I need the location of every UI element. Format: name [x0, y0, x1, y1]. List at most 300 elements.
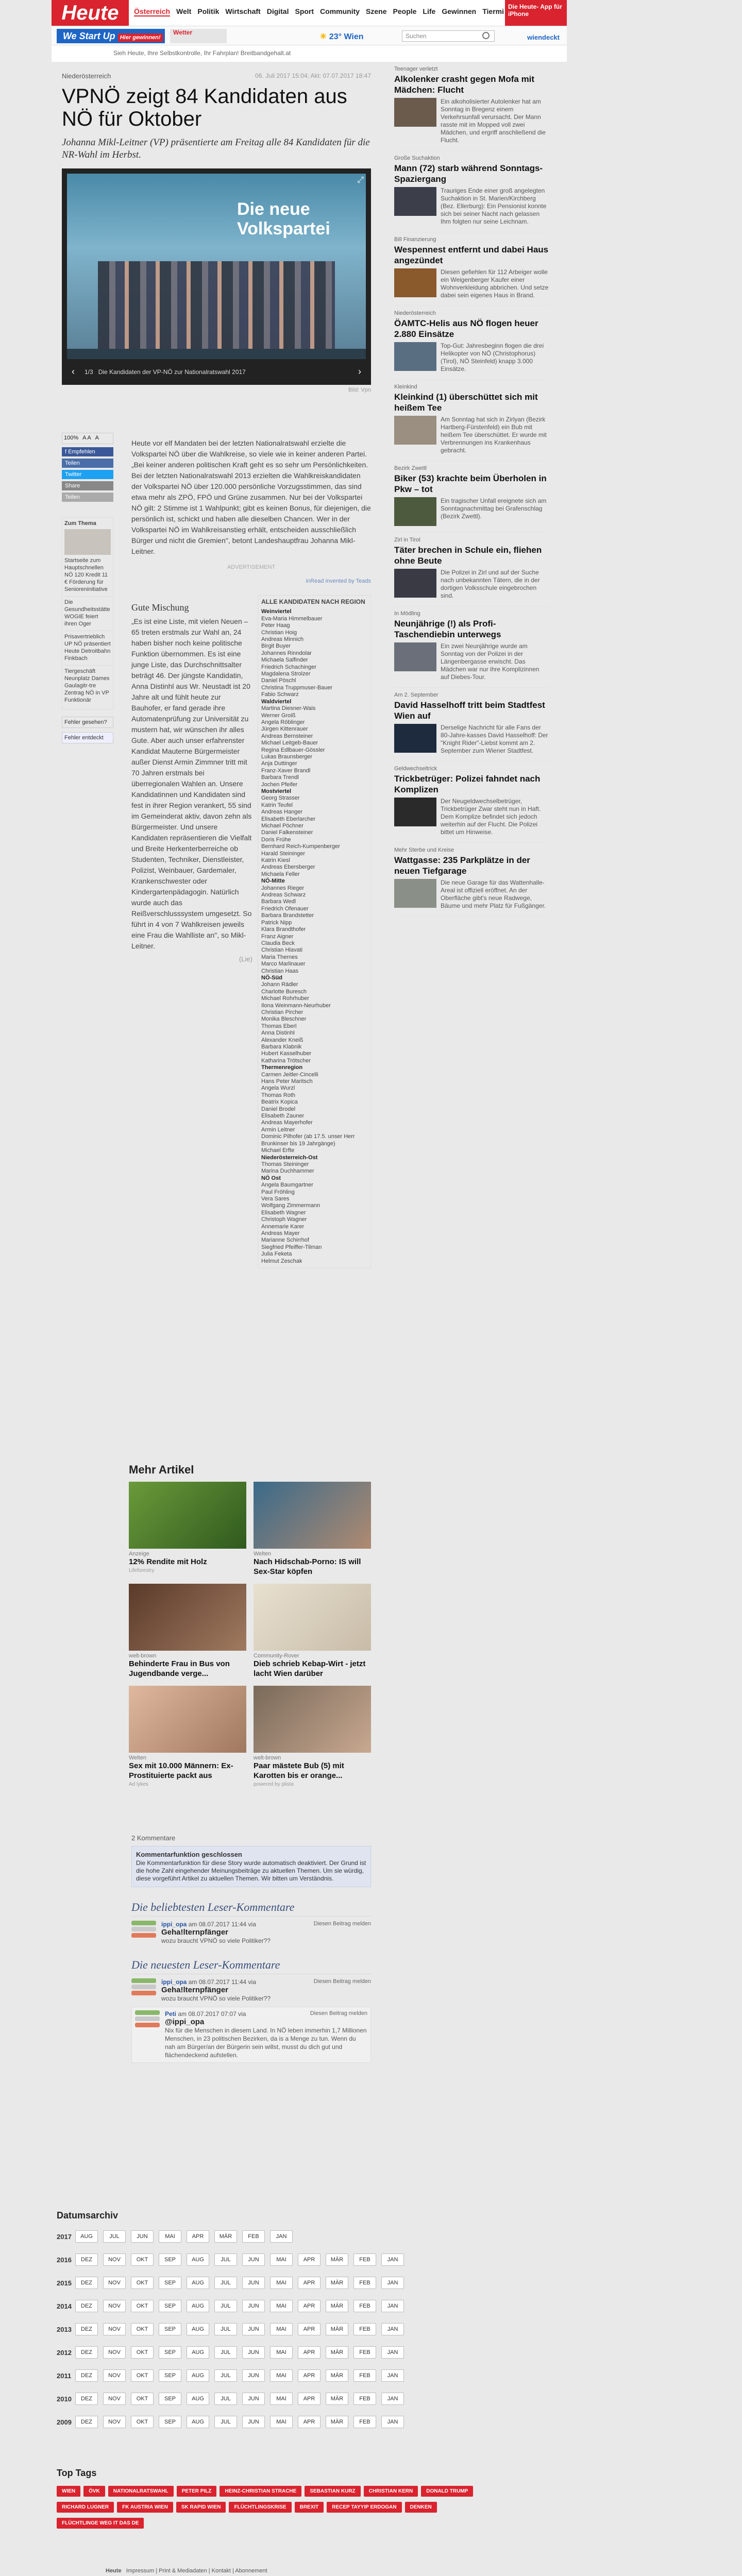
archive-month-button[interactable]: JAN	[381, 2416, 404, 2428]
archive-month-button[interactable]: JUL	[214, 2369, 237, 2382]
story-title[interactable]: ÖAMTC-Helis aus NÖ flogen heuer 2.880 Einsätze	[394, 318, 538, 339]
more-article-image[interactable]	[254, 1482, 371, 1549]
tag-button[interactable]: WIEN	[57, 2486, 80, 2497]
tag-button[interactable]: DENKEN	[405, 2502, 437, 2513]
story-teaser: Ein zwei Neunjährige wurde am Sonntag von der Polizei in der Längenbergasse erwischt. Das Mädchen war nur ihre Komplizinnen auf Diebes-Tour.	[441, 642, 539, 681]
story-title[interactable]: Mann (72) starb während Sonntags-Spaziergang	[394, 163, 543, 184]
zoom-controls	[62, 433, 113, 444]
font-size-toggle[interactable]: A A	[82, 435, 91, 441]
article-region[interactable]: Niederösterreich	[62, 72, 111, 80]
archive-month-button[interactable]: NOV	[103, 2346, 126, 2359]
story-label: Mehr Sterbe und Kreise	[394, 847, 454, 853]
comment-meta	[161, 1921, 256, 1928]
more-article-card[interactable]	[254, 1584, 371, 1679]
gallery-photo[interactable]	[67, 174, 366, 359]
archive-month-button[interactable]: MÄR	[326, 2253, 348, 2266]
related-image[interactable]	[64, 529, 111, 555]
facebook-share-button[interactable]: Teilen	[62, 459, 113, 468]
archive-month-button[interactable]: MAI	[270, 2253, 293, 2266]
comment-title: Geha!lternpfänger	[161, 1928, 229, 1937]
comments-closed-notice	[131, 1846, 371, 1887]
share-button[interactable]: Share	[62, 481, 113, 490]
archive-year: 2015	[57, 2279, 72, 2287]
archive-month-button[interactable]: MÄR	[326, 2277, 348, 2289]
archive-month-button[interactable]: MAI	[270, 2369, 293, 2382]
error-report-link[interactable]: Fehler entdeckt	[62, 732, 113, 743]
tag-button[interactable]: HEINZ-CHRISTIAN STRACHE	[220, 2486, 301, 2497]
archive-month-button[interactable]: OKT	[131, 2346, 154, 2359]
archive-month-button[interactable]: SEP	[159, 2346, 181, 2359]
more-share-button[interactable]: Teilen	[62, 493, 113, 502]
archive-month-button[interactable]: SEP	[159, 2253, 181, 2266]
story-label: Zirl in Tirol	[394, 537, 420, 543]
related-link-1[interactable]: Startseite zum Hauptschnellen NÖ 120 Kredit 11 € Förderung für Senioreninitiative	[64, 557, 108, 592]
footer-links[interactable]: Impressum | Print & Mediadaten | Kontakt | Abonnement	[126, 2568, 267, 2574]
gallery-next-button[interactable]: ›	[358, 366, 361, 377]
comment-count: 2 Kommentare	[131, 1834, 176, 1842]
report-comment-link[interactable]: Diesen Beitrag melden	[313, 1921, 371, 1927]
tag-button[interactable]: RICHARD LUGNER	[57, 2502, 114, 2513]
archive-month-button[interactable]: JUN	[242, 2277, 265, 2289]
archive-month-button[interactable]: JAN	[381, 2253, 404, 2266]
candidate-name: Elisabeth Zauner	[261, 1113, 305, 1120]
sidebar-story[interactable]	[394, 151, 549, 232]
comment-meta	[165, 2010, 246, 2018]
story-thumbnail[interactable]	[394, 268, 436, 297]
font-size-small[interactable]: A	[95, 435, 99, 441]
archive-month-button[interactable]: SEP	[159, 2300, 181, 2312]
footer	[52, 2555, 567, 2576]
candidate-name: Franz Aigner	[261, 933, 294, 940]
archive-month-button[interactable]: JAN	[381, 2393, 404, 2405]
archive-month-button[interactable]: DEZ	[75, 2369, 98, 2382]
article	[62, 72, 371, 393]
candidate-name: Julia Feketa	[261, 1251, 292, 1258]
archive-month-button[interactable]: NOV	[103, 2277, 126, 2289]
search-input[interactable]	[402, 30, 495, 42]
archive-month-button[interactable]: MAI	[270, 2393, 293, 2405]
photo-credit: Bild: Vpn	[348, 387, 371, 393]
story-teaser: Top-Gut: Jahresbeginn flogen die drei Helikopter von NÖ (Christophorus) (Tirol), NÖ Steinfeld) knapp 3.000 Einsätze.	[441, 342, 544, 372]
comment-top	[161, 1978, 371, 1986]
candidate-region-1: Waldviertel	[261, 698, 292, 705]
archive-month-button[interactable]: SEP	[159, 2416, 181, 2428]
archive-month-button[interactable]: APR	[187, 2230, 209, 2243]
archive-month-button[interactable]: JUN	[242, 2416, 265, 2428]
story-thumbnail[interactable]	[394, 342, 436, 371]
rating-icon[interactable]	[131, 1978, 157, 1996]
story-thumbnail[interactable]	[394, 187, 436, 216]
archive-year: 2013	[57, 2325, 72, 2333]
candidate-name: Michael Rohrhuber	[261, 995, 309, 1002]
archive-year: 2017	[57, 2232, 72, 2241]
photo-banner-text: Die neue Volkspartei	[237, 199, 330, 239]
archive-month-button[interactable]: OKT	[131, 2300, 154, 2312]
nav-item-11[interactable]: Tiermi	[482, 7, 504, 15]
candidate-name: Barbara Wedl	[261, 899, 296, 905]
archive-year-row	[57, 2323, 562, 2335]
archive-month-button[interactable]: OKT	[131, 2369, 154, 2382]
tag-button[interactable]: PETER PILZ	[177, 2486, 217, 2497]
more-article-label: Welten	[254, 1551, 272, 1557]
archive-month-button[interactable]: AUG	[75, 2230, 98, 2243]
related-link-4[interactable]: Tiergeschäft Neunplatz Dames Gaulagitr-tre Zentrag NÖ in VP Funktionär	[64, 665, 111, 704]
archive-month-button[interactable]: FEB	[353, 2253, 376, 2266]
archive-month-button[interactable]: JAN	[381, 2323, 404, 2335]
archive-month-button[interactable]: DEZ	[75, 2416, 98, 2428]
fullscreen-icon[interactable]: ⤢	[357, 176, 364, 184]
archive-month-button[interactable]: APR	[298, 2253, 321, 2266]
search-icon[interactable]	[482, 32, 490, 39]
archive-month-button[interactable]: JUN	[242, 2393, 265, 2405]
story-thumbnail[interactable]	[394, 879, 436, 908]
candidate-name: Christian Pircher	[261, 1009, 303, 1015]
nav-item-0[interactable]: Österreich	[134, 7, 171, 15]
wetter-label: Wetter	[173, 29, 193, 36]
archive-month-button[interactable]: JAN	[381, 2277, 404, 2289]
archive-month-button[interactable]: NOV	[103, 2253, 126, 2266]
wetter-link[interactable]	[170, 29, 227, 43]
sidebar-story[interactable]	[394, 606, 549, 688]
story-title[interactable]: Kleinkind (1) überschüttet sich mit heißem Tee	[394, 392, 538, 413]
more-article-card[interactable]	[129, 1482, 246, 1577]
comment-text: wozu braucht VPNÖ so viele Politiker??	[161, 1937, 271, 1944]
story-row	[394, 98, 549, 144]
archive-month-button[interactable]: JUN	[242, 2300, 265, 2312]
rating-icon[interactable]	[135, 2010, 161, 2028]
story-label: Bezirk Zwettl	[394, 465, 427, 471]
tag-button[interactable]: SEBASTIAN KURZ	[305, 2486, 360, 2497]
archive-month-button[interactable]: AUG	[187, 2300, 209, 2312]
archive-month-button[interactable]: FEB	[353, 2323, 376, 2335]
archive-month-button[interactable]: JAN	[381, 2300, 404, 2312]
image-gallery[interactable]	[62, 168, 371, 385]
candidate-name: Ilona Weinmann-Neurhuber	[261, 1002, 331, 1009]
app-promo[interactable]: Die Heute- App für iPhone	[505, 0, 567, 26]
heute-logo[interactable]: Heute	[52, 0, 129, 26]
more-article-note: Lifeforestry	[129, 1568, 155, 1573]
more-article-title[interactable]: Nach Hidschab-Porno: IS will Sex-Star köpfen	[254, 1557, 361, 1576]
archive-month-button[interactable]: OKT	[131, 2323, 154, 2335]
archive-month-button[interactable]: MÄR	[326, 2393, 348, 2405]
report-comment-link[interactable]: Diesen Beitrag melden	[313, 1978, 371, 1985]
twitter-button[interactable]: Twitter	[62, 470, 113, 479]
archive-month-button[interactable]: AUG	[187, 2369, 209, 2382]
tag-button[interactable]: FLÜCHTLINGE WEG IT DAS DE	[57, 2518, 144, 2529]
archive-month-button[interactable]: FEB	[353, 2346, 376, 2359]
story-title[interactable]: Wespennest entfernt und dabei Haus angezündet	[394, 245, 549, 265]
nav-item-4[interactable]: Digital	[266, 7, 289, 15]
tag-button[interactable]: RECEP TAYYIP ERDOGAN	[327, 2502, 401, 2513]
archive-month-button[interactable]: FEB	[242, 2230, 265, 2243]
archive-month-button[interactable]: AUG	[187, 2277, 209, 2289]
date-bar	[52, 45, 567, 62]
gallery-prev-button[interactable]: ‹	[72, 366, 75, 377]
archive-month-button[interactable]: OKT	[131, 2393, 154, 2405]
archive-month-button[interactable]: APR	[298, 2300, 321, 2312]
archive-month-button[interactable]: JUN	[131, 2230, 154, 2243]
nav-item-2[interactable]: Politik	[197, 7, 220, 15]
nav-item-3[interactable]: Wirtschaft	[225, 7, 261, 15]
archive-month-button[interactable]: FEB	[353, 2300, 376, 2312]
comment-user[interactable]: ippi_opa	[161, 1921, 187, 1928]
candidate-name: Thomas Roth	[261, 1092, 296, 1098]
archive-month-button[interactable]: FEB	[353, 2393, 376, 2405]
story-title[interactable]: Trickbetrüger: Polizei fahndet nach Komplizen	[394, 774, 541, 794]
more-article-title[interactable]: Paar mästete Bub (5) mit Karotten bis er orange...	[254, 1761, 344, 1780]
archive-month-button[interactable]: OKT	[131, 2277, 154, 2289]
comment-user[interactable]: ippi_opa	[161, 1978, 187, 1986]
zoom-level[interactable]: 100%	[64, 435, 79, 441]
search-placeholder: Suchen	[406, 32, 427, 40]
archive-month-button[interactable]: SEP	[159, 2277, 181, 2289]
story-label: In Mödling	[394, 611, 420, 617]
footer-brand-label: Heute	[106, 2568, 122, 2574]
archive-month-button[interactable]: NOV	[103, 2323, 126, 2335]
archive-month-button[interactable]: SEP	[159, 2323, 181, 2335]
archive-month-button[interactable]: JUL	[214, 2416, 237, 2428]
more-article-image[interactable]	[129, 1482, 246, 1549]
archive-month-button[interactable]: OKT	[131, 2416, 154, 2428]
sidebar-story[interactable]	[394, 62, 549, 151]
story-thumbnail[interactable]	[394, 569, 436, 598]
nav-item-6[interactable]: Community	[320, 7, 360, 15]
candidate-name: Elisabeth Wagner	[261, 1209, 306, 1216]
candidate-name: Angela Röblinger	[261, 719, 305, 725]
archive-month-button[interactable]: SEP	[159, 2393, 181, 2405]
sidebar-story[interactable]	[394, 688, 549, 761]
archive-month-button[interactable]: MAI	[270, 2416, 293, 2428]
archive-month-button[interactable]: MAI	[159, 2230, 181, 2243]
story-thumbnail[interactable]	[394, 642, 436, 671]
nav-item-8[interactable]: People	[393, 7, 417, 15]
more-article-title[interactable]: 12% Rendite mit Holz	[129, 1557, 207, 1566]
story-thumbnail[interactable]	[394, 416, 436, 445]
archive-month-button[interactable]: NOV	[103, 2369, 126, 2382]
archive-month-button[interactable]: APR	[298, 2393, 321, 2405]
more-article-title[interactable]: Sex mit 10.000 Männern: Ex-Prostituierte packt aus	[129, 1761, 233, 1780]
candidate-name: Birgit Buyer	[261, 643, 291, 650]
archive-month-button[interactable]: AUG	[187, 2253, 209, 2266]
article-title: VPNÖ zeigt 84 Kandidaten aus NÖ für Oktober	[62, 85, 347, 130]
weather-readout[interactable]	[319, 31, 364, 42]
candidate-name: Michaela Salfinder	[261, 657, 308, 664]
archive-month-button[interactable]: MAI	[270, 2346, 293, 2359]
related-link-3[interactable]: Prisavertrieblich UP NÖ präsentiert Heute Detroitbahn Finkbach	[64, 631, 111, 662]
archive-month-button[interactable]: AUG	[187, 2346, 209, 2359]
article-columns	[131, 595, 371, 1268]
nav-item-1[interactable]: Welt	[176, 7, 192, 15]
archive-month-button[interactable]: JUN	[242, 2369, 265, 2382]
tag-button[interactable]: NATIONALRATSWAHL	[108, 2486, 174, 2497]
story-title[interactable]: David Hasselhoff tritt beim Stadtfest Wien auf	[394, 700, 545, 721]
advert-label: ADVERTISEMENT	[227, 564, 276, 570]
tag-button[interactable]: BREXIT	[295, 2502, 324, 2513]
candidate-name: Friedrich Ofenauer	[261, 905, 309, 912]
archive-year: 2014	[57, 2302, 72, 2310]
story-label: Geldwechseltrick	[394, 766, 437, 772]
archive-month-button[interactable]: MÄR	[326, 2369, 348, 2382]
candidate-name: Patrick Nipp	[261, 919, 292, 926]
date-bar-text: Sieh Heute, Ihre Selbstkontrolle, Ihr Fahrplan! Breitbandgehalt.at	[113, 49, 291, 57]
archive-month-button[interactable]: JUN	[242, 2346, 265, 2359]
archive-month-button[interactable]: FEB	[353, 2416, 376, 2428]
more-article-card[interactable]	[254, 1482, 371, 1577]
archive-month-button[interactable]: FEB	[353, 2277, 376, 2289]
brand-link[interactable]: wiendeckt	[527, 33, 560, 41]
archive-month-button[interactable]: MAI	[270, 2277, 293, 2289]
sidebar-story[interactable]	[394, 843, 549, 917]
archive-month-button[interactable]: JUL	[214, 2253, 237, 2266]
story-title[interactable]: Neunjährige (!) als Profi-Taschendiebin unterwegs	[394, 619, 501, 639]
comment-user[interactable]: Peti	[165, 2010, 177, 2018]
facebook-like-button[interactable]: f Empfehlen	[62, 447, 113, 456]
candidate-name: Angela Wurzl	[261, 1085, 295, 1092]
more-article-title[interactable]: Behinderte Frau in Bus von Jugendbande verge...	[129, 1659, 230, 1678]
archive-month-button[interactable]: AUG	[187, 2416, 209, 2428]
candidate-name: Katrin Teufel	[261, 802, 293, 808]
related-title: Zum Thema	[64, 520, 96, 527]
gallery-caption-bar	[67, 364, 366, 380]
archive-month-button[interactable]: FEB	[353, 2369, 376, 2382]
archive-month-button[interactable]: JUL	[214, 2393, 237, 2405]
more-article-image[interactable]	[129, 1584, 246, 1651]
archive-month-button[interactable]: JUL	[103, 2230, 126, 2243]
candidate-name: Werner Groiß	[261, 712, 296, 719]
more-article-title[interactable]: Dieb schrieb Kebap-Wirt - jetzt lacht Wien darüber	[254, 1659, 366, 1678]
story-thumbnail[interactable]	[394, 724, 436, 753]
nav-item-7[interactable]: Szene	[366, 7, 387, 15]
archive-month-button[interactable]: APR	[298, 2416, 321, 2428]
sidebar-story[interactable]	[394, 306, 549, 380]
sidebar-story[interactable]	[394, 461, 549, 533]
tag-button[interactable]: SK RAPID WIEN	[176, 2502, 226, 2513]
story-teaser: Der Neugeldwechselbetrüger, Trickbetrüger Zwar steht nun in Haft. Dem Komplize befindet sich jedoch weiterhin auf der Flucht. Die Polizei bittet um Hinweise.	[441, 798, 541, 836]
archive-month-button[interactable]: JAN	[381, 2369, 404, 2382]
more-article-card[interactable]	[129, 1686, 246, 1787]
archive-month-button[interactable]: JAN	[381, 2346, 404, 2359]
sidebar-story[interactable]	[394, 232, 549, 306]
archive-month-button[interactable]: DEZ	[75, 2300, 98, 2312]
candidate-name: Georg Strasser	[261, 795, 300, 802]
story-thumbnail[interactable]	[394, 798, 436, 826]
archive-month-button[interactable]: DEZ	[75, 2277, 98, 2289]
archive-year: 2009	[57, 2418, 72, 2426]
archive-month-button[interactable]: AUG	[187, 2393, 209, 2405]
story-thumbnail[interactable]	[394, 98, 436, 127]
archive-month-button[interactable]: JUN	[242, 2253, 265, 2266]
candidate-name: Marina Duchhammer	[261, 1168, 314, 1175]
more-article-card[interactable]	[254, 1686, 371, 1787]
tag-button[interactable]: CHRISTIAN KERN	[364, 2486, 418, 2497]
candidate-name: Klara Brandthofer	[261, 926, 306, 933]
archive-month-button[interactable]: AUG	[187, 2323, 209, 2335]
story-label: Große Suchaktion	[394, 155, 440, 161]
tag-button[interactable]: DONALD TRUMP	[421, 2486, 473, 2497]
archive-month-button[interactable]: NOV	[103, 2416, 126, 2428]
comment	[131, 1921, 371, 1945]
nav-item-10[interactable]: Gewinnen	[442, 7, 477, 15]
startup-banner[interactable]	[57, 29, 165, 43]
tags-title: Top Tags	[57, 2468, 97, 2478]
sidebar-story[interactable]	[394, 533, 549, 606]
more-article-image[interactable]	[254, 1584, 371, 1651]
candidate-name: Christian Hoig	[261, 629, 297, 636]
archive-month-button[interactable]: DEZ	[75, 2393, 98, 2405]
tag-button[interactable]: ÖVK	[83, 2486, 105, 2497]
archive-month-button[interactable]: JUL	[214, 2300, 237, 2312]
nav-item-9[interactable]: Life	[423, 7, 436, 15]
sidebar-story[interactable]	[394, 761, 549, 843]
archive-month-button[interactable]: MAI	[270, 2323, 293, 2335]
sidebar-story[interactable]	[394, 380, 549, 461]
archive-month-button[interactable]: SEP	[159, 2369, 181, 2382]
candidate-name: Annemarie Karer	[261, 1223, 305, 1230]
related-link-2[interactable]: Die Gesundheitsstätte WOGIE feiert ihren Oger	[64, 596, 111, 628]
archive-month-button[interactable]: MÄR	[326, 2300, 348, 2312]
archive-month-button[interactable]: MÄR	[214, 2230, 237, 2243]
story-title[interactable]: Biker (53) krachte beim Überholen in Pkw – tot	[394, 473, 547, 494]
candidate-name: Jürgen Kittenrauer	[261, 726, 308, 733]
archive-month-button[interactable]: NOV	[103, 2393, 126, 2405]
archive-month-button[interactable]: OKT	[131, 2253, 154, 2266]
main-nav	[134, 7, 510, 16]
archive-month-button[interactable]: JAN	[270, 2230, 293, 2243]
inread-label[interactable]: inRead invented by Teads	[306, 578, 371, 584]
archive-month-button[interactable]: MAI	[270, 2300, 293, 2312]
archive-month-button[interactable]: DEZ	[75, 2253, 98, 2266]
more-article-image[interactable]	[129, 1686, 246, 1753]
candidate-name: Michael Erfte	[261, 1147, 295, 1154]
photo-floor	[67, 349, 366, 359]
archive-month-button[interactable]: MÄR	[326, 2346, 348, 2359]
nav-item-5[interactable]: Sport	[295, 7, 314, 15]
gallery-caption: Die Kandidaten der VP-NÖ zur Nationalratswahl 2017	[98, 368, 246, 376]
archive-month-button[interactable]: JUL	[214, 2323, 237, 2335]
archive-year: 2012	[57, 2348, 72, 2357]
rating-icon[interactable]	[131, 1921, 157, 1938]
report-error-button[interactable]: Fehler gesehen?	[62, 717, 113, 728]
tag-button[interactable]: FK AUSTRIA WIEN	[117, 2502, 173, 2513]
story-thumbnail[interactable]	[394, 497, 436, 526]
archive-month-button[interactable]: MÄR	[326, 2416, 348, 2428]
story-title[interactable]: Täter brechen in Schule ein, fliehen ohne Beute	[394, 545, 542, 566]
archive-month-button[interactable]: APR	[298, 2277, 321, 2289]
archive-month-button[interactable]: DEZ	[75, 2346, 98, 2359]
footer-brand	[106, 2568, 267, 2574]
more-article-image[interactable]	[254, 1686, 371, 1753]
archive-month-button[interactable]: JUN	[242, 2323, 265, 2335]
story-row	[394, 879, 549, 910]
story-title[interactable]: Wattgasse: 235 Parkplätze in der neuen Tiefgarage	[394, 855, 530, 876]
report-comment-link[interactable]: Diesen Beitrag melden	[310, 2010, 367, 2016]
archive-month-button[interactable]: JUL	[214, 2346, 237, 2359]
more-article-label: Community-Rover	[254, 1653, 299, 1659]
tag-button[interactable]: FLÜCHTLINGSKRISE	[229, 2502, 291, 2513]
archive-month-button[interactable]: APR	[298, 2346, 321, 2359]
story-title[interactable]: Alkolenker crasht gegen Mofa mit Mädchen: Flucht	[394, 74, 535, 95]
candidate-name: Claudia Beck	[261, 940, 295, 946]
archive-month-button[interactable]: DEZ	[75, 2323, 98, 2335]
archive-month-button[interactable]: APR	[298, 2323, 321, 2335]
more-article-card[interactable]	[129, 1584, 246, 1679]
archive-month-button[interactable]: JUL	[214, 2277, 237, 2289]
story-teaser: Derselige Nachricht für alle Fans der 80-Jahre-kasses David Hasselhoff: Der "Knight Rider"-Liebst kommt am 2. September zum Wiener Stadtfest.	[441, 724, 548, 754]
story-teaser: Ein alkoholisierter Autolenker hat am Sonntag in Bregenz einem Verkehrsunfall verursacht. Der Mann rasste mit im Mopped voll zwei Mädchen, und ergriff anschließend die Flucht.	[441, 98, 546, 144]
archive-month-button[interactable]: APR	[298, 2369, 321, 2382]
archive-month-button[interactable]: NOV	[103, 2300, 126, 2312]
archive-month-button[interactable]: MÄR	[326, 2323, 348, 2335]
